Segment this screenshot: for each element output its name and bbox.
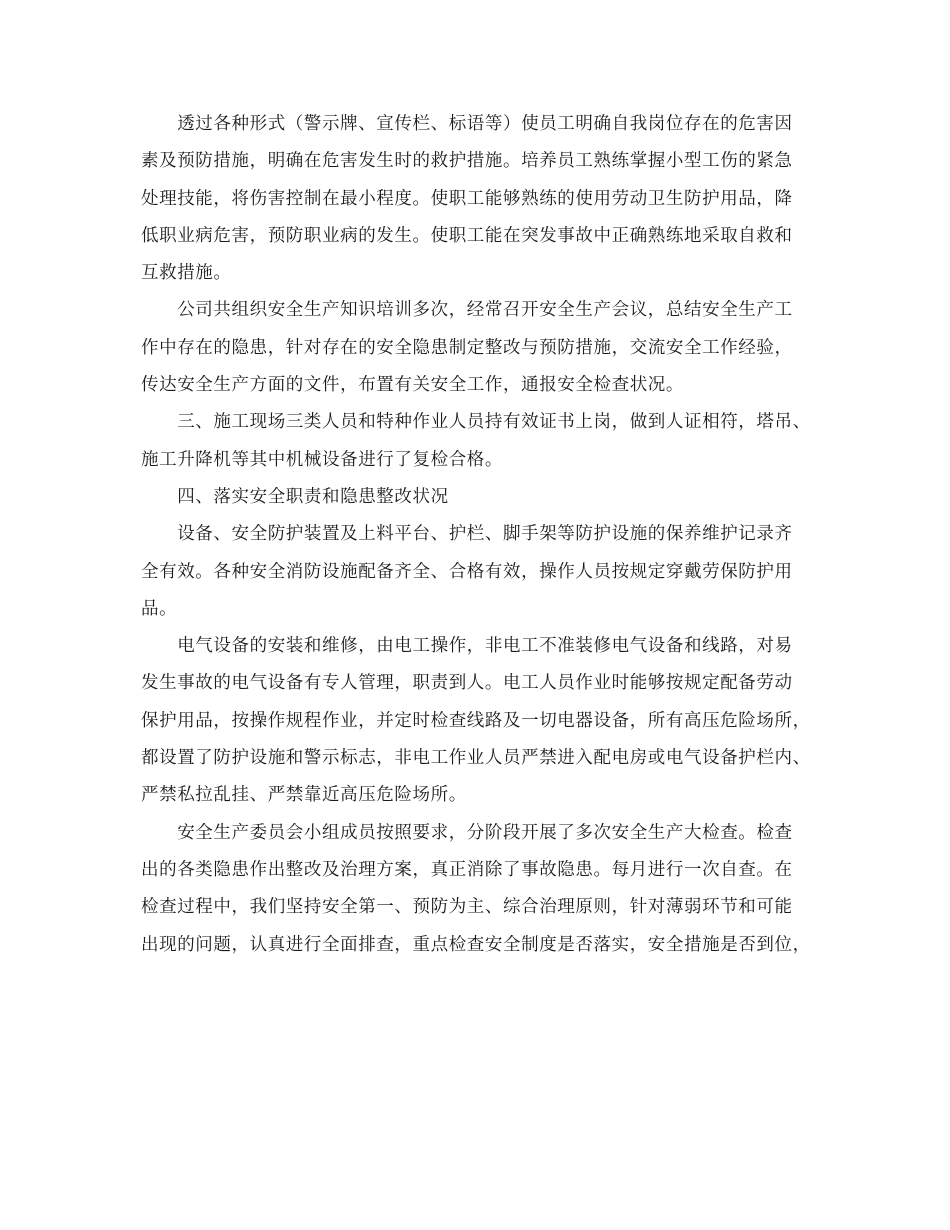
- text-line: 出现的问题，认真进行全面排查，重点检查安全制度是否落实，安全措施是否到位，: [141, 934, 811, 955]
- text-line: 品。: [141, 598, 178, 619]
- text-line: 低职业病危害，预防职业病的发生。使职工能在突发事故中正确熟练地采取自救和: [141, 225, 793, 246]
- text-line: 传达安全生产方面的文件，布置有关安全工作，通报安全检查状况。: [141, 375, 684, 396]
- document-body: [141, 106, 813, 964]
- text-line: 处理技能，将伤害控制在最小程度。使职工能够熟练的使用劳动卫生防护用品，降: [141, 188, 793, 209]
- text-line: 出的各类隐患作出整改及治理方案，真正消除了事故隐患。每月进行一次自查。在: [141, 859, 793, 880]
- text-line: 施工升降机等其中机械设备进行了复检合格。: [141, 449, 503, 470]
- text-line: 检查过程中，我们坚持安全第一、预防为主、综合治理原则，针对薄弱环节和可能: [141, 897, 793, 918]
- text-line: 作中存在的隐患，针对存在的安全隐患制定整改与预防措施，交流安全工作经验，: [141, 337, 793, 358]
- text-line: 严禁私拉乱挂、严禁靠近高压危险场所。: [141, 785, 467, 806]
- section-heading: 四、落实安全职责和隐患整改状况: [141, 486, 449, 507]
- text-line: 发生事故的电气设备有专人管理，职责到人。电工人员作业时能够按规定配备劳动: [141, 673, 793, 694]
- text-line: 全有效。各种安全消防设施配备齐全、合格有效，操作人员按规定穿戴劳保防护用: [141, 561, 793, 582]
- text-line: 设备、安全防护装置及上料平台、护栏、脚手架等防护设施的保养维护记录齐: [141, 524, 793, 545]
- text-line: 互救措施。: [141, 263, 232, 284]
- text-line: 都设置了防护设施和警示标志，非电工作业人员严禁进入配电房或电气设备护栏内、: [141, 748, 811, 769]
- text-line: 电气设备的安装和维修，由电工操作，非电工不准装修电气设备和线路，对易: [141, 636, 793, 657]
- text-line: 素及预防措施，明确在危害发生时的救护措施。培养员工熟练掌握小型工伤的紧急: [141, 151, 793, 172]
- text-line: 安全生产委员会小组成员按照要求，分阶段开展了多次安全生产大检查。检查: [141, 822, 793, 843]
- text-line: 三、施工现场三类人员和特种作业人员持有效证书上岗，做到人证相符，塔吊、: [141, 412, 811, 433]
- text-line: 透过各种形式（警示牌、宣传栏、标语等）使员工明确自我岗位存在的危害因: [141, 114, 793, 134]
- text-line: 公司共组织安全生产知识培训多次，经常召开安全生产会议，总结安全生产工: [141, 300, 793, 321]
- text-line: 保护用品，按操作规程作业，并定时检查线路及一切电器设备，所有高压危险场所，: [141, 710, 811, 731]
